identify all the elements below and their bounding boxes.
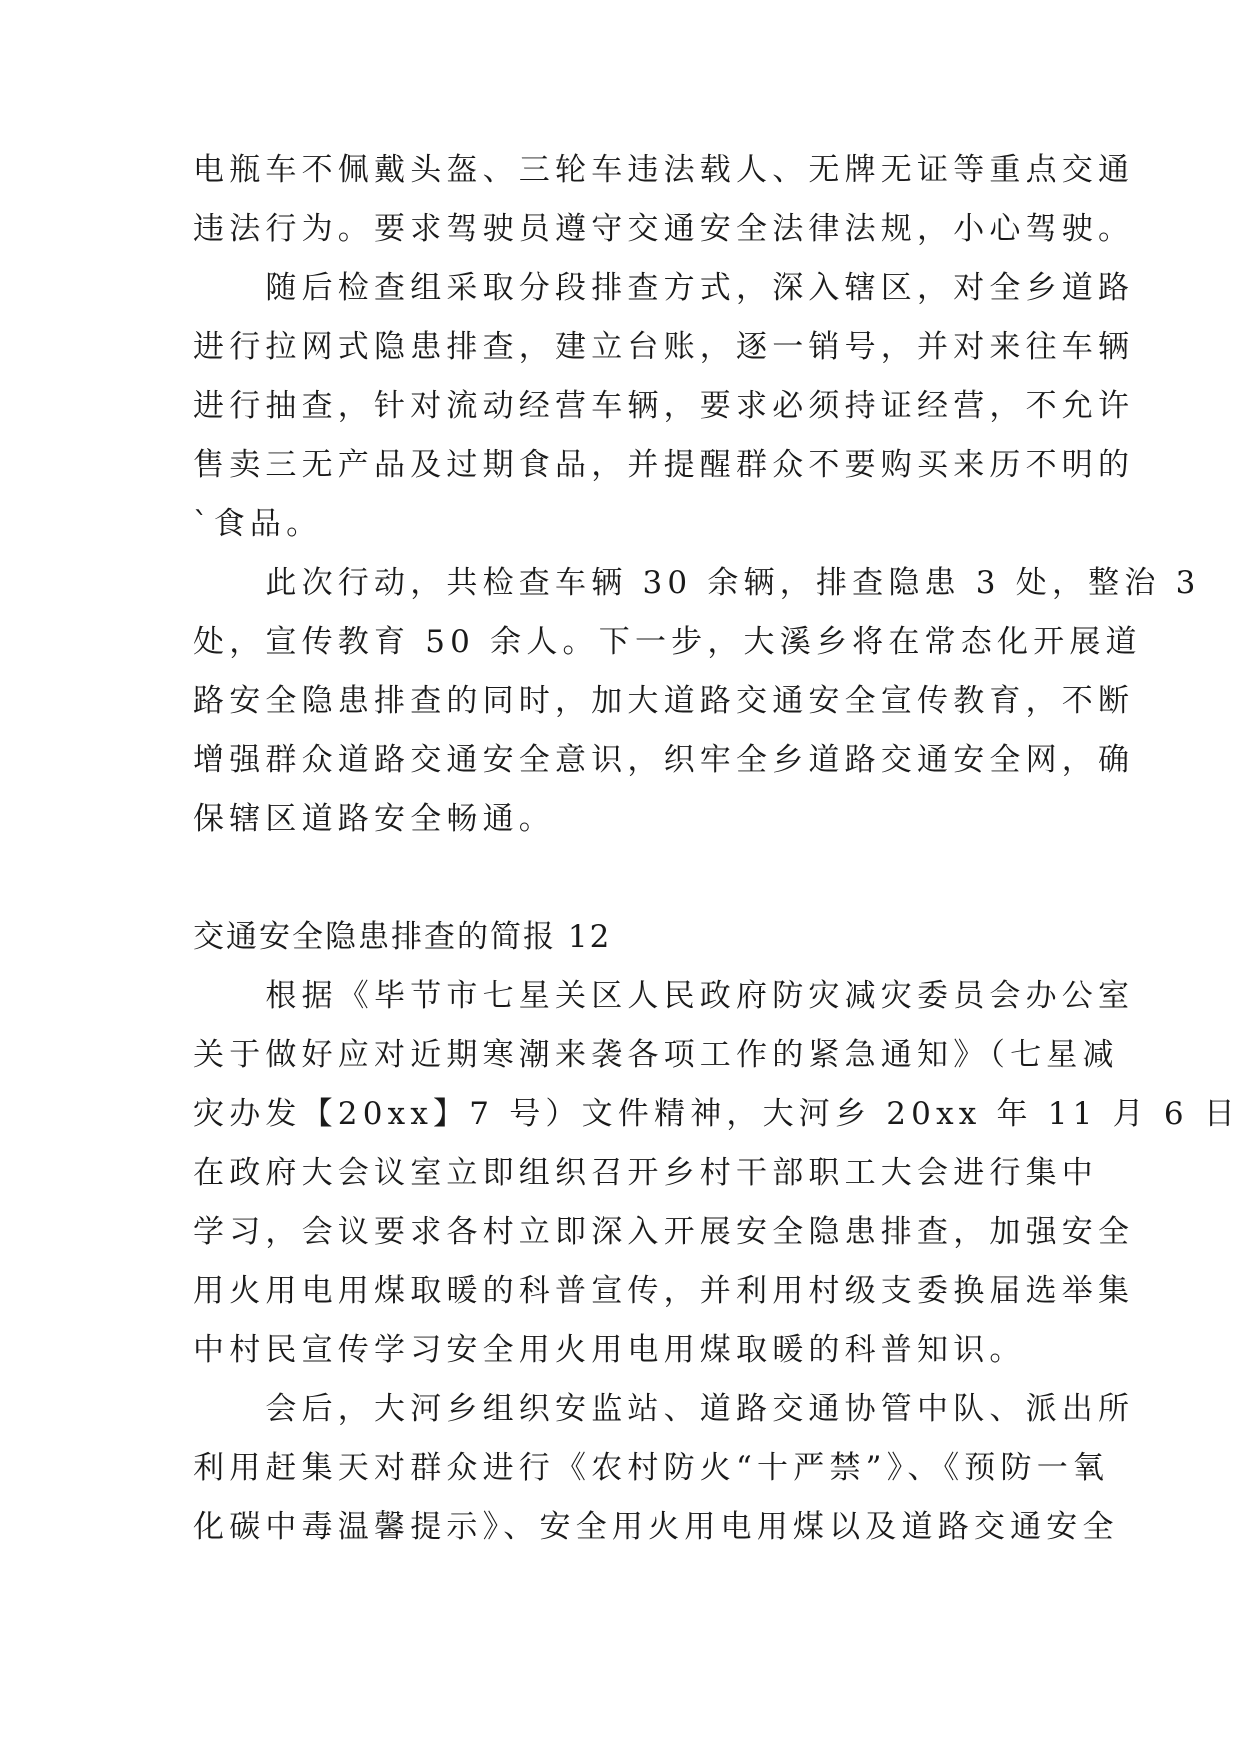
paragraph-line: `食品。	[193, 506, 323, 542]
paragraph-line: 电瓶车不佩戴头盔、三轮车违法载人、无牌无证等重点交通	[193, 152, 1135, 188]
paragraph-line: 中村民宣传学习安全用火用电用煤取暖的科普知识。	[193, 1332, 1026, 1368]
paragraph-line: 此次行动，共检查车辆 30 余辆，排查隐患 3 处，整治 3	[193, 565, 1201, 601]
paragraph-line: 学习，会议要求各村立即深入开展安全隐患排查，加强安全	[193, 1214, 1135, 1250]
paragraph-line: 违法行为。要求驾驶员遵守交通安全法律法规，小心驾驶。	[193, 211, 1135, 247]
paragraph-line: 保辖区道路安全畅通。	[193, 801, 555, 837]
paragraph-line: 路安全隐患排查的同时，加大道路交通安全宣传教育，不断	[193, 683, 1135, 719]
paragraph-line: 随后检查组采取分段排查方式，深入辖区，对全乡道路	[193, 270, 1135, 306]
paragraph-line: 增强群众道路交通安全意识，织牢全乡道路交通安全网，确	[193, 742, 1135, 778]
paragraph-line: 会后，大河乡组织安监站、道路交通协管中队、派出所	[193, 1391, 1135, 1427]
paragraph-line: 在政府大会议室立即组织召开乡村干部职工大会进行集中	[193, 1155, 1098, 1191]
paragraph-line: 用火用电用煤取暖的科普宣传，并利用村级支委换届选举集	[193, 1273, 1135, 1309]
paragraph-line: 根据《毕节市七星关区人民政府防灾减灾委员会办公室	[193, 978, 1135, 1014]
paragraph-line: 进行抽查，针对流动经营车辆，要求必须持证经营，不允许	[193, 388, 1135, 424]
paragraph-line: 利用赶集天对群众进行《农村防火“十严禁”》、《预防一氧	[193, 1450, 1110, 1486]
paragraph-line: 灾办发【20xx】7 号）文件精神，大河乡 20xx 年 11 月 6 日	[193, 1096, 1241, 1132]
paragraph-line: 化碳中毒温馨提示》、安全用火用电用煤以及道路交通安全	[193, 1509, 1119, 1545]
paragraph-line: 进行拉网式隐患排查，建立台账，逐一销号，并对来往车辆	[193, 329, 1135, 365]
paragraph-line: 处，宣传教育 50 余人。下一步，大溪乡将在常态化开展道	[193, 624, 1142, 660]
section-heading: 交通安全隐患排查的简报 12	[193, 919, 612, 955]
paragraph-line: 售卖三无产品及过期食品，并提醒群众不要购买来历不明的	[193, 447, 1135, 483]
paragraph-line: 关于做好应对近期寒潮来袭各项工作的紧急通知》（七星减	[193, 1037, 1119, 1073]
